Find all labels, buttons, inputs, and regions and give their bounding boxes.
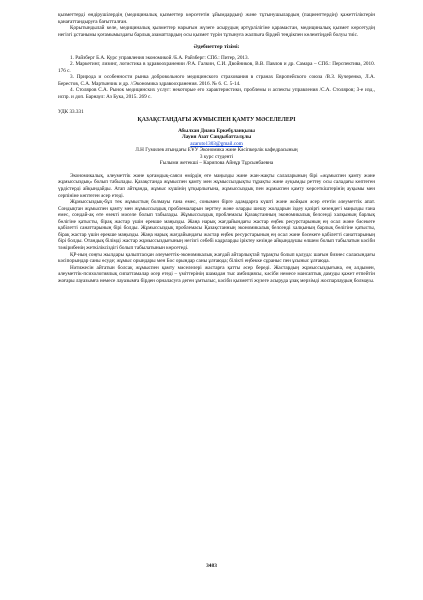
author-email-link[interactable]: azaruto1303@gmail.com — [190, 140, 243, 147]
body-paragraph: Экономикалық, әлеуметтік және қоғамдық-саяси өмірдің өте маңызды және жан-жақты салаларының бірі «жұмыспен қамту және жұмыссыздық» болып табылады. Қазақстанда жұмыспен қамту мен жұмыссыздықты тұрақты және әуқымды реттеу осы саладағы көптеген үрдістерді айқындайды. Атап айтқанда, жұмыс күшінің ұтқырлығына, жұмыссыздық пен жұмыспен қамту көрсеткіштерінің ауқымы мен серпініне көптеген әсер етеді. — [58, 172, 375, 199]
affiliation: Л.Н Гумилев атындағы ЕҰУ Экономика және Кәсіпкерлік кафедрасының — [135, 147, 298, 154]
authors-block — [58, 128, 375, 167]
reference-item: 2. Маркетинг, лизинг, логистика в здравоохранении /Р.А. Галкин, С.И. Двойников, В.В. Павлов и др. Самара – СПб.: Перспектива, 2010. 176 с. — [58, 61, 375, 74]
supervisor: Ғылыми жетекші – Карипова Айнұр Тұрсынбаевна — [159, 160, 274, 167]
student-year: 3 курс студенті — [199, 153, 234, 160]
article-body — [58, 173, 375, 284]
body-paragraph: Нәтижесін айтатын болсақ жұмыспен қамту мәселелері жастарға қатты әсер береді. Жастардың жұмыссыздығына, ең алдымен, әлеуметтік-психологиялық сипаттамалар әсер етеді – үміттерінің шамадан тыс амбициясы, кәсіби немесе мансаптық дамуды қажет етпейтін жоғары лауазымға немесе лауазымға бірден орналасуға деген ұмтылыс, кәсіби қызметті жүзеге асыруда ұзақ мерзімді жоспарлаудың болмауы. — [58, 264, 375, 284]
body-paragraph: ҚР-ның соңғы жылдары қалыптасқан әлеуметтік-экономикалық жағдай айтарлықтай тұрақты болып қалуда: шағын бизнес саласындағы кәсіпорындар саны өсуде; жұмыс орындары мен Бос орындар саны ұлғаюда; білікті еңбекке сұраныс пен ұсыныс ұлғаюда. — [58, 251, 375, 265]
article-title: ҚАЗАҚСТАНДАҒЫ ЖҰМЫСПЕН ҚАМТУ МӘСЕЛЕЛЕРІ — [137, 117, 296, 124]
reference-item: 4. Столяров С.А. Рынок медицинских услуг: некоторые его характеристики, проблемы и аспекты управления /С.А. Столяров; 3-е изд., испр. и доп. Барнаул: Аз Бука, 2015. 269 с. — [58, 87, 375, 101]
body-paragraph: Жұмыссыздық-бұл тек жұмыстың болмауы ғана емес, сонымен бірге адамдарға күшті және жойқын әсер ететін әлеуметтік апат. Сондықтан жұмыспен қамту мен жұмыссыздық проблемаларын зерттеу және оларды шешу жолдарын іздеу қазіргі кезеңдегі маңызды ғана емес, сондай-ақ өте өзекті мәселе болып табылады. Жұмыссыздық проблемасы Қазақстанның экономикалық белсенді халқының барлық бөлігіне қатысты, бірақ жастар үшін ерекше маңызды. Жаңа нарық жағдайындағы жастар еңбек ресурстарының ең осал және бәсекеге қабілетті санаттарының бірі болды. Жұмыссыздық проблемасы Қазақстанның экономикалық белсенді халқының барлық бөлігіне қатысты, бірақ жастар үшін ерекше маңызды. Жаңа нарық жағдайындағы жастар еңбек ресурстарының ең осал және бәсекеге қабілетті санаттарының бірі болды. Отандық білімді жастар жұмыссыздығының негізгі себебі кадрларды іріктеу кезінде айқындаушы өлшем болып табылатын кәсіби тәжірибенің жеткіліксіздігі болып табылатынын көрсетеді. — [58, 199, 375, 251]
author-name: Абылхан Диана Еркебұланқызы — [178, 127, 255, 134]
reference-item: 1. Райзберг Б.А. Курс управления экономикой /Б.А. Райзберг: СПб.: Питер, 2013. — [70, 54, 249, 61]
intro-paragraph-1: қызметтерді өндірушілердің (медициналық қызметтер көрсететін ұйымдардың) және тұтынушылардың (пациенттердің) қажеттіліктерін қанағаттандыруға бағытталған. — [58, 12, 375, 25]
references-list — [58, 55, 375, 101]
author-name: Лауия Азат Сандыбатталұлы — [181, 134, 252, 141]
intro-paragraph-2: Қорытындылай келе, медициналық қызметтер нарығын жүзеге асырудың әртүрлілігіне қарамастан, медициналық қызмет көрсетудің негізгі ұстанымы қоғамымыздағы барлық азаматтардың осы қызмет түрін тұтынуға жалпыға бірдей теңдікпен көлемтіңдей болуы тиіс. — [58, 25, 375, 38]
reference-item: 3. Природа и особенности рынка добровольного медицинского страхования в странах Европейского союза /В.З. Кучеренко, Л.А. Берестов, С.А. Мартынчик и др. //Экономика здравоохранения. 2016. № 6. С. 5-14. — [58, 74, 375, 87]
references-title: Әдебиеттер тізімі: — [193, 44, 240, 51]
udk-code: УДК 33.331 — [58, 108, 84, 115]
page-number: 3483 — [206, 563, 217, 570]
